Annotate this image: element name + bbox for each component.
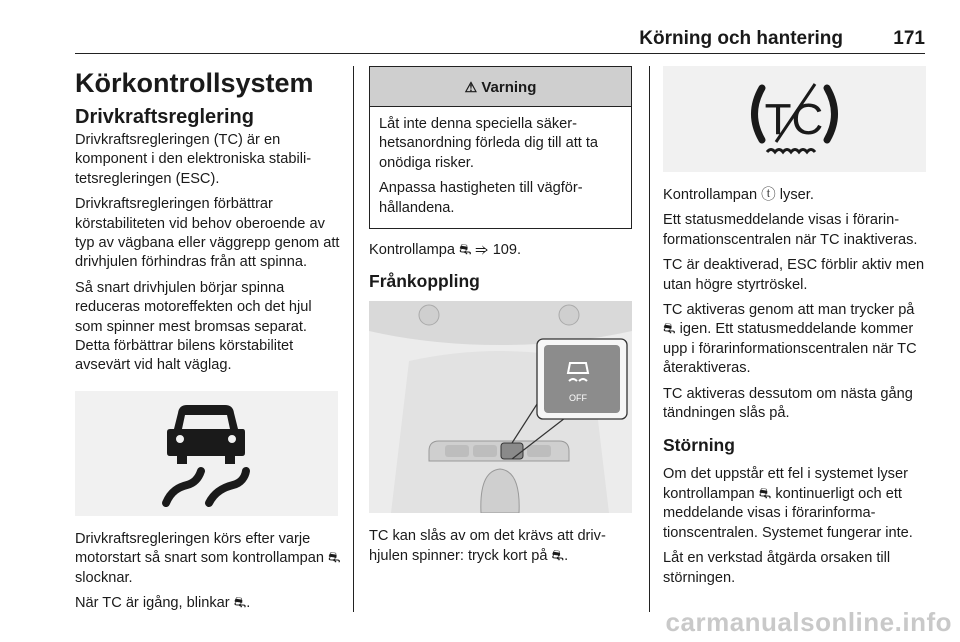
warning-text: Anpassa hastigheten till vägförhållandena. xyxy=(379,180,583,216)
paragraph: TC aktiveras genom att man trycker på ⛐ igen. Ett statusmeddelande kommer upp i förarinformationscentralen när TC återaktiveras. xyxy=(663,302,917,377)
tc-icon-text: TC xyxy=(764,95,824,144)
column-middle xyxy=(369,66,634,572)
warning-header xyxy=(370,67,631,107)
page-number: 171 xyxy=(893,28,925,49)
tc-off-icon xyxy=(663,66,926,172)
warning-title: Varning xyxy=(481,79,537,96)
off-label: OFF xyxy=(569,393,587,404)
center-console-illustration xyxy=(369,301,632,513)
skid-icon-figure xyxy=(75,391,338,516)
paragraph: Ett statusmeddelande visas i förarinformationscentralen när TC inaktiveras. xyxy=(663,212,918,248)
paragraph: Om det uppstår ett fel i systemet lyser kontrollampan ⛐ kontinuerligt och ett meddelande visas i förarinformationscentralen. Systemet fungerar inte. xyxy=(663,466,913,541)
warning-triangle-icon: ⚠ xyxy=(464,79,478,95)
column-left xyxy=(75,66,341,620)
sub-heading: Drivkraftsreglering xyxy=(75,106,254,128)
paragraph: Drivkraftsregleringen (TC) är en komponent i den elektroniska stabilitetsregleringen (ESC). xyxy=(75,132,312,187)
paragraph: Kontrollampan ⓣ lyser. xyxy=(663,187,814,203)
section-title: Körning och hantering xyxy=(639,28,843,49)
paragraph: Drivkraftsregleringen förbättrar körstabiliteten vid behov oberoende av typ av vägbana eller väggrepp genom att drivhjulen förhindras från att spinna. xyxy=(75,196,340,271)
main-heading: Körkontrollsystem xyxy=(75,68,314,98)
page-header xyxy=(75,24,925,54)
warning-box xyxy=(369,66,632,229)
column-right xyxy=(663,66,928,594)
column-divider xyxy=(649,66,650,612)
car-skid-icon xyxy=(75,391,338,516)
watermark: carmanualsonline.info xyxy=(665,607,952,637)
warning-text: Låt inte denna speciella säkerhetsanordning förleda dig till att ta onödiga risker. xyxy=(379,116,599,171)
paragraph: TC är deaktiverad, ESC förblir aktiv men utan högre styrtröskel. xyxy=(663,257,925,293)
paragraph: När TC är igång, blinkar ⛐. xyxy=(75,595,251,612)
paragraph: Kontrollampa ⛐ ⇒ 109. xyxy=(369,242,522,259)
paragraph: TC kan slås av om det krävs att drivhjulen spinner: tryck kort på ⛐. xyxy=(369,528,606,564)
paragraph: Så snart drivhjulen börjar spinna reduceras motoreffekten och det hjul som spinner mest bromsas separat. Detta förbättrar bilens körstabilitet avsevärt vid halt väglag. xyxy=(75,279,312,374)
sub-heading: Frånkoppling xyxy=(369,271,480,292)
tc-icon-figure xyxy=(663,66,926,172)
warning-body xyxy=(370,107,631,228)
paragraph: Drivkraftsregleringen körs efter varje motorstart så snart som kontrollampan ⛐ slocknar. xyxy=(75,530,341,586)
sub-heading: Störning xyxy=(663,435,735,456)
column-divider xyxy=(353,66,354,612)
paragraph: Låt en verkstad åtgärda orsaken till störningen. xyxy=(663,550,891,586)
console-figure xyxy=(369,301,632,513)
paragraph: TC aktiveras dessutom om nästa gång tändningen slås på. xyxy=(663,385,913,422)
